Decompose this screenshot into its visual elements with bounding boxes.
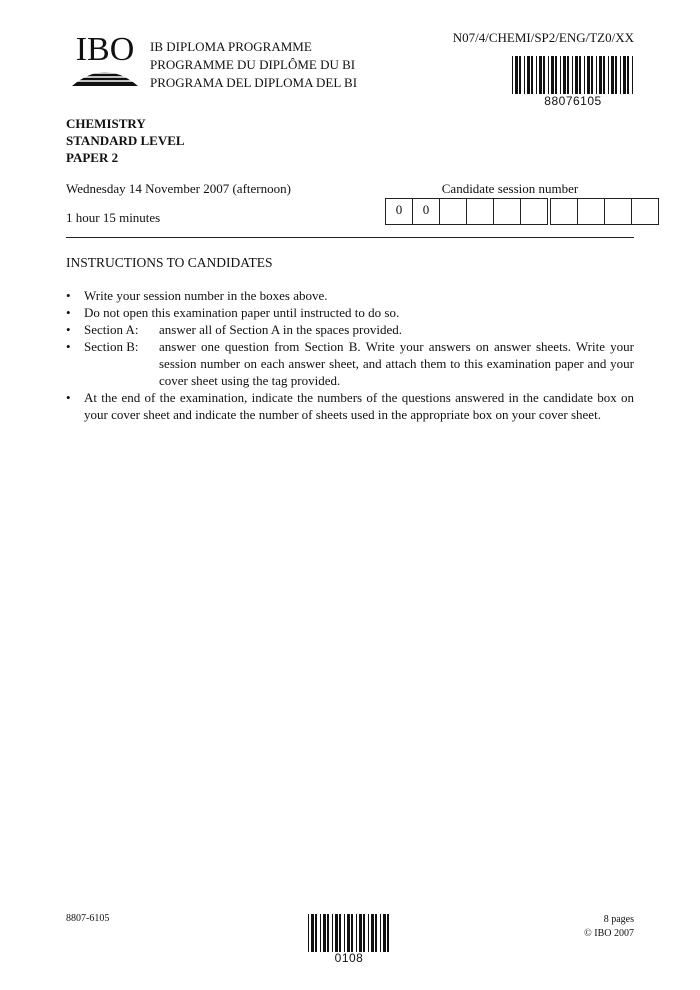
session-box[interactable]	[631, 198, 659, 225]
paper-code: N07/4/CHEMI/SP2/ENG/TZ0/XX	[452, 30, 634, 45]
barcode-bar	[567, 56, 569, 94]
barcode-bar	[527, 56, 530, 94]
barcode-bottom-number: 0108	[334, 951, 364, 965]
session-box[interactable]	[550, 198, 578, 225]
programme-names	[150, 38, 357, 92]
instruction-item	[66, 287, 634, 304]
barcode-bar	[347, 914, 350, 952]
session-box: 0	[412, 198, 440, 225]
bullet: •	[66, 390, 71, 405]
barcode-bar	[596, 56, 597, 94]
instruction-item	[66, 304, 634, 321]
subject-level: STANDARD LEVEL	[66, 133, 185, 148]
instructions-list	[66, 287, 634, 423]
barcode-bar	[356, 914, 357, 952]
bullet: •	[66, 322, 71, 337]
instruction-item	[66, 321, 634, 338]
barcode-bar	[359, 914, 362, 952]
instruction-item	[66, 389, 634, 423]
barcode-bar	[579, 56, 581, 94]
barcode-bar	[344, 914, 345, 952]
instruction-text: Write your session number in the boxes above.	[84, 288, 328, 303]
barcode-bar	[308, 914, 309, 952]
barcode-bar	[375, 914, 377, 952]
exam-date: Wednesday 14 November 2007 (afternoon)	[66, 181, 291, 196]
barcode-bar	[575, 56, 578, 94]
barcode-bar	[632, 56, 633, 94]
barcode-bar	[627, 56, 629, 94]
barcode-bar	[371, 914, 374, 952]
instructions-title: INSTRUCTIONS TO CANDIDATES	[66, 255, 273, 270]
section-b-label: Section B:	[84, 339, 139, 354]
session-number-label: Candidate session number	[441, 181, 579, 196]
barcode-bar	[620, 56, 621, 94]
barcode-bar	[551, 56, 554, 94]
barcode-bar	[584, 56, 585, 94]
subject-paper: PAPER 2	[66, 150, 119, 165]
session-box: 0	[385, 198, 413, 225]
section-a-label: Section A:	[84, 322, 139, 337]
session-box[interactable]	[604, 198, 632, 225]
barcode-bar	[332, 914, 333, 952]
barcode-bar	[536, 56, 537, 94]
barcode-top-number: 88076105	[544, 94, 602, 108]
session-box[interactable]	[577, 198, 605, 225]
barcode-bottom	[308, 914, 390, 952]
barcode-bar	[351, 914, 353, 952]
ibo-logo	[66, 30, 144, 92]
bullet: •	[66, 305, 71, 320]
logo-text: IBO	[75, 31, 135, 68]
barcode-bar	[608, 56, 609, 94]
barcode-bar	[339, 914, 341, 952]
programme-line-es: PROGRAMA DEL DIPLOMA DEL BI	[150, 75, 358, 90]
barcode-bar	[623, 56, 626, 94]
barcode-bar	[383, 914, 386, 952]
subject-title: CHEMISTRY	[66, 116, 146, 131]
barcode-bar	[563, 56, 566, 94]
barcode-bar	[315, 914, 317, 952]
barcode-bar	[368, 914, 369, 952]
programme-line-en: IB DIPLOMA PROGRAMME	[150, 39, 312, 54]
page-count: 8 pages	[603, 914, 634, 925]
barcode-bar	[519, 56, 521, 94]
barcode-bar	[611, 56, 614, 94]
bullet: •	[66, 339, 71, 354]
barcode-bar	[555, 56, 557, 94]
barcode-bar	[327, 914, 329, 952]
barcode-bar	[548, 56, 549, 94]
barcode-bar	[603, 56, 605, 94]
barcode-bar	[515, 56, 518, 94]
paper-reference: 8807-6105	[66, 913, 110, 924]
subject-block	[66, 115, 185, 166]
barcode-bar	[531, 56, 533, 94]
barcode-bar	[512, 56, 513, 94]
barcode-bar	[539, 56, 542, 94]
bullet: •	[66, 288, 71, 303]
page-info	[584, 913, 634, 941]
barcode-bar	[311, 914, 314, 952]
barcode-bar	[591, 56, 593, 94]
barcode-bar	[587, 56, 590, 94]
barcode-bar	[560, 56, 561, 94]
barcode-bar	[524, 56, 525, 94]
barcode-bar	[387, 914, 389, 952]
barcode-bar	[615, 56, 617, 94]
section-a-text: answer all of Section A in the spaces provided.	[159, 322, 402, 337]
barcode-bar	[543, 56, 545, 94]
divider-rule	[66, 237, 634, 238]
session-box[interactable]	[520, 198, 548, 225]
programme-line-fr: PROGRAMME DU DIPLÔME DU BI	[150, 57, 356, 72]
barcode-bar	[363, 914, 365, 952]
barcode-bar	[380, 914, 381, 952]
exam-duration: 1 hour 15 minutes	[66, 210, 161, 225]
session-number-boxes	[386, 198, 659, 224]
instruction-text: Do not open this examination paper until instructed to do so.	[84, 305, 400, 320]
barcode-top	[512, 56, 634, 94]
instruction-item	[66, 338, 634, 389]
session-box[interactable]	[439, 198, 467, 225]
barcode-bar	[320, 914, 321, 952]
barcode-bar	[323, 914, 326, 952]
session-box[interactable]	[466, 198, 494, 225]
session-box[interactable]	[493, 198, 521, 225]
barcode-bar	[335, 914, 338, 952]
barcode-bar	[599, 56, 602, 94]
instruction-text: At the end of the examination, indicate the numbers of the questions answered in the candidate box on your cover sheet and indicate the number of sheets used in the appropriate box on your cover sheet.	[84, 390, 634, 422]
copyright: © IBO 2007	[584, 928, 634, 939]
section-b-text: answer one question from Section B. Write your answers on answer sheets. Write your session number on each answer sheet, and attach them to this examination paper and your cover sheet using the tag provided.	[159, 339, 634, 388]
barcode-bar	[572, 56, 573, 94]
